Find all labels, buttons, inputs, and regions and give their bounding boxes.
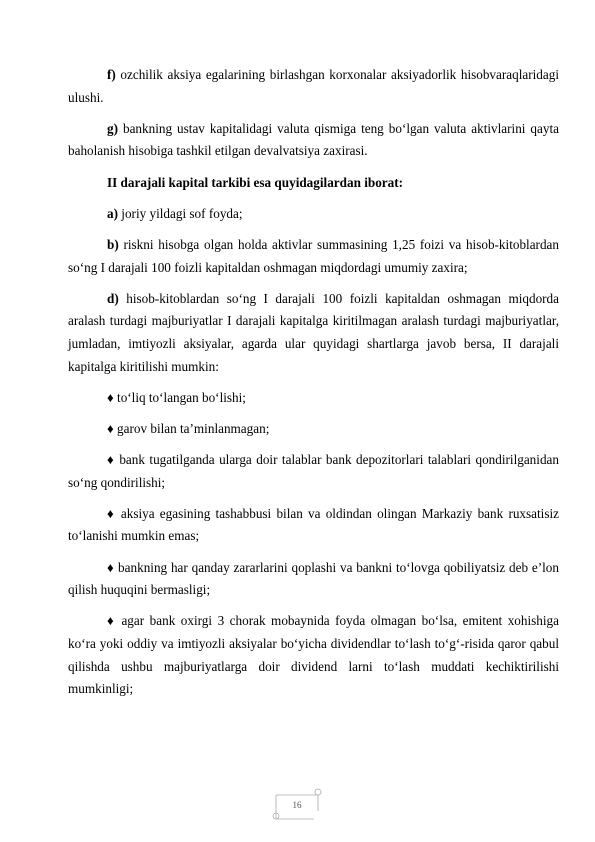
paragraph-text: bankning ustav kapitalidagi valuta qismiga teng bo‘lgan valuta aktivlarini qayta baholanish hisobiga tashkil etilgan devalvatsiya zaxirasi.: [68, 120, 559, 159]
item-marker: a): [107, 205, 118, 221]
bullet-item: ♦ bankning har qanday zararlarini qoplashi va bankni to‘lovga qobiliyatsiz deb e’lon qilish huquqini bermasligi;: [68, 559, 559, 598]
item-text: hisob-kitoblardan so‘ng I darajali 100 foizli kapitaldan oshmagan miqdorda aralash turdagi majburiyatlar I darajali kapitalga kiritilmagan aralash turdagi majburiyatlar, jumladan, imtiyozli aksiyalar, agarda ular quyidagi shartlarga javob bersa, II darajali kapitalga kiritilishi mumkin:: [68, 290, 559, 374]
item-marker: g): [107, 120, 118, 136]
item-b: [68, 234, 559, 279]
bullet-item: ♦ to‘liq to‘langan bo‘lishi;: [107, 389, 246, 405]
item-a: [68, 203, 559, 226]
section-heading: II darajali kapital tarkibi esa quyidagilardan iborat:: [107, 174, 404, 190]
item-d: [68, 288, 559, 378]
item-marker: f): [107, 67, 116, 82]
item-marker: d): [107, 290, 119, 306]
bullet-item: ♦ aksiya egasining tashabbusi bilan va oldindan olingan Markaziy bank ruxsatisiz to‘lanishi mumkin emas;: [68, 505, 559, 544]
paragraph-g: [68, 118, 559, 163]
paragraph-text: ozchilik aksiya egalarining birlashgan korxonalar aksiyadorlik hisobvaraqlaridagi ulushi.: [68, 67, 559, 105]
document-page: [68, 64, 559, 709]
page-number: 16: [292, 800, 302, 810]
page-footer: [270, 787, 324, 821]
bullet-item: ♦ bank tugatilganda ularga doir talablar bank depozitorlari talablari qondirilganidan so‘ng qondirilishi;: [68, 452, 559, 490]
item-text: joriy yildagi sof foyda;: [118, 205, 243, 221]
item-text: riskni hisobga olgan holda aktivlar summasining 1,25 foizi va hisob-kitoblardan so‘ng I darajali 100 foizli kapitaldan oshmagan miqdordagi umumiy zaxira;: [68, 236, 559, 275]
bullet-item: ♦ agar bank oxirgi 3 chorak mobaynida foyda olmagan bo‘lsa, emitent xohishiga ko‘ra yoki oddiy va imtiyozli aksiyalar bo‘yicha dividendlar to‘lash to‘g‘-risida qaror qabul qilishda ushbu majburiyatlarga doir dividend larni to‘lash muddati kechiktirilishi mumkinligi;: [68, 613, 559, 697]
paragraph-f: [68, 64, 559, 109]
item-marker: b): [107, 236, 119, 252]
bullet-item: ♦ garov bilan ta’minlanmagan;: [107, 420, 270, 436]
